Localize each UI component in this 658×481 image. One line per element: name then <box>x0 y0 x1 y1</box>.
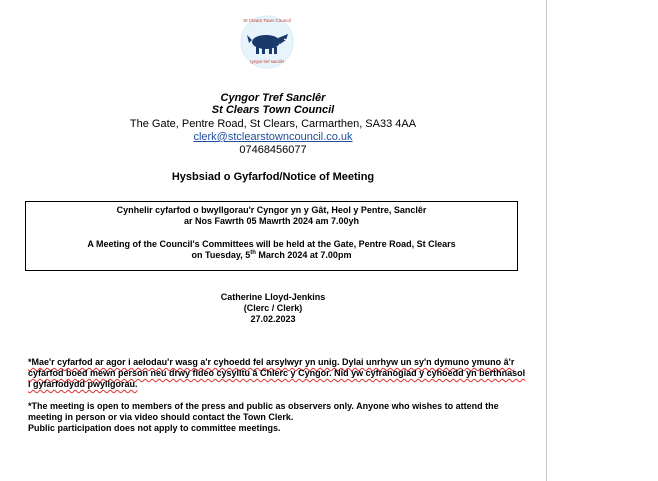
clerk-name: Catherine Lloyd-Jenkins <box>220 292 326 302</box>
footnote-english <box>28 401 528 434</box>
council-address: The Gate, Pentre Road, St Clears, Carmarthen, SA33 4AA <box>129 118 417 130</box>
footnote-welsh <box>28 357 528 390</box>
meeting-details-box <box>25 201 518 271</box>
council-name-welsh-text: Cyngor Tref Sanclêr <box>220 92 326 104</box>
council-phone: 07468456077 <box>239 144 307 156</box>
footnote-english-line-1: *The meeting is open to members of the press and public as observers only. Anyone who wishes to attend the meeting in person or via video should contact the Town Clerk. <box>28 401 499 422</box>
meeting-english-line-1: A Meeting of the Council's Committees will be held at the Gate, Pentre Road, St Clears <box>87 239 456 249</box>
meeting-welsh-line-1: Cynhelir cyfarfod o bwyllgorau'r Cyngor yn y Gât, Heol y Pentre, Sanclêr <box>116 205 427 215</box>
notice-title: Hysbsiad o Gyfarfod/Notice of Meeting <box>171 171 375 183</box>
footnote-english-line-2: Public participation does not apply to committee meetings. <box>28 423 281 433</box>
council-email-link[interactable]: clerk@stclearstowncouncil.co.uk <box>193 131 353 143</box>
clerk-role: (Clerc / Clerk) <box>243 303 303 313</box>
meeting-english-line-2 <box>26 250 517 261</box>
meeting-english-line-2-pre: on Tuesday, 5 <box>191 250 251 260</box>
logo-ring-text-top: St Clears Town Council <box>243 18 291 23</box>
meeting-welsh-line-2: ar Nos Fawrth 05 Mawrth 2024 am 7.00yh <box>183 216 360 226</box>
footnote-welsh-text: *Mae'r cyfarfod ar agor i aelodau'r wasg a'r cyhoedd fel arsylwyr yn unig. Dylai unrhyw un sy'n dymuno ymuno â'r cyfarfod boed mewn person neu drwy fideo cysylltu â Chlerc y Cyngor. Nid yw cyfranogiad y cyhoedd yn berthnasol i gyfarfodydd pwyllgorau. <box>28 357 526 389</box>
notice-date: 27.02.2023 <box>250 314 296 324</box>
logo-ring-text-bottom: cyngor tref sanclêr <box>249 59 285 64</box>
council-logo <box>236 12 298 70</box>
council-name-english: St Clears Town Council <box>211 104 335 116</box>
document-gutter <box>547 0 658 481</box>
meeting-day-ordinal: th <box>250 250 256 256</box>
meeting-english-line-2-post: March 2024 at 7.00pm <box>255 250 352 260</box>
